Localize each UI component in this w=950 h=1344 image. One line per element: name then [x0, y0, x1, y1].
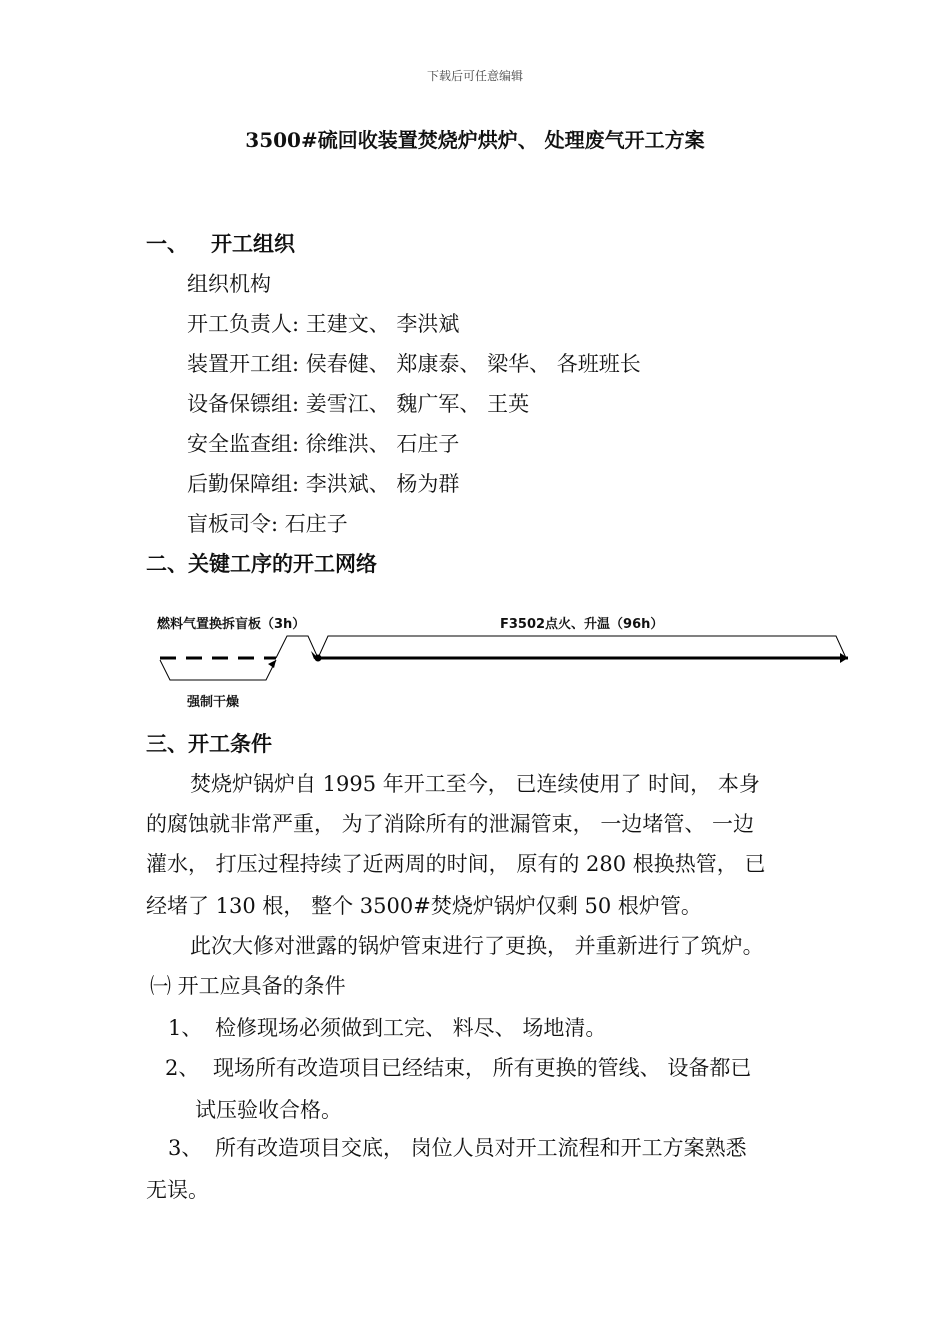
condition-3-number: 3、: [168, 1136, 203, 1160]
diagram-step-gas-replacement-label: 燃料气置换拆盲板（3h）: [157, 617, 306, 632]
org-line-blind-commander: 盲板司令: 石庄子: [187, 512, 348, 536]
paragraph2: 此次大修对泄露的锅炉管束进行了更换， 并重新进行了筑炉。: [190, 934, 764, 958]
org-line-startup-team: 装置开工组: 侯春健、 郑康泰、 梁华、 各班班长: [187, 352, 641, 376]
diagram-step-forced-drying-label: 强制干燥: [187, 695, 240, 710]
diagram-step1-arrow: [276, 636, 318, 658]
section1-number: 一、: [146, 231, 188, 256]
section3-heading: 三、开工条件: [146, 731, 272, 756]
condition-2-continuation: 试压验收合格。: [195, 1098, 342, 1122]
startup-network-diagram: [0, 620, 950, 720]
conditions-subheading: ㈠ 开工应具备的条件: [150, 974, 346, 998]
condition-3-text: 所有改造项目交底， 岗位人员对开工流程和开工方案熟悉: [215, 1136, 747, 1160]
org-line-safety-team: 安全监查组: 徐维洪、 石庄子: [187, 432, 460, 456]
paragraph1-line4: 经堵了 130 根， 整个 3500#焚烧炉锅炉仅剩 50 根炉管。: [146, 894, 702, 918]
diagram-step3-arrow: [160, 660, 276, 680]
org-line-leader: 开工负责人: 王建文、 李洪斌: [187, 312, 460, 336]
section1-heading: 开工组织: [211, 231, 295, 256]
condition-3-continuation: 无误。: [146, 1178, 209, 1202]
section2-heading: 二、关键工序的开工网络: [146, 551, 377, 576]
condition-2-number: 2、: [165, 1056, 200, 1080]
org-title: 组织机构: [187, 272, 271, 296]
diagram-arrowhead-step3: [268, 660, 276, 668]
diagram-step2-arrow: [318, 636, 846, 658]
paragraph1-line3: 灌水， 打压过程持续了近两周的时间， 原有的 280 根换热管， 已: [146, 852, 766, 876]
watermark: 下载后可任意编辑: [426, 69, 523, 83]
condition-1-number: 1、: [168, 1016, 203, 1040]
paragraph1-line2: 的腐蚀就非常严重， 为了消除所有的泄漏管束， 一边堵管、 一边: [146, 812, 755, 836]
diagram-step-ignition-label: F3502点火、升温（96h）: [500, 617, 664, 632]
org-line-equipment-team: 设备保镖组: 姜雪江、 魏广军、 王英: [187, 392, 530, 416]
paragraph1-line1: 焚烧炉锅炉自 1995 年开工至今， 已连续使用了 时间， 本身: [190, 772, 760, 796]
org-line-logistics-team: 后勤保障组: 李洪斌、 杨为群: [187, 472, 460, 496]
condition-2-text: 现场所有改造项目已经结束， 所有更换的管线、 设备都已: [213, 1056, 752, 1080]
document-title: 3500#硫回收装置焚烧炉烘炉、 处理废气开工方案: [245, 128, 705, 152]
condition-1-text: 检修现场必须做到工完、 料尽、 场地清。: [215, 1016, 607, 1040]
